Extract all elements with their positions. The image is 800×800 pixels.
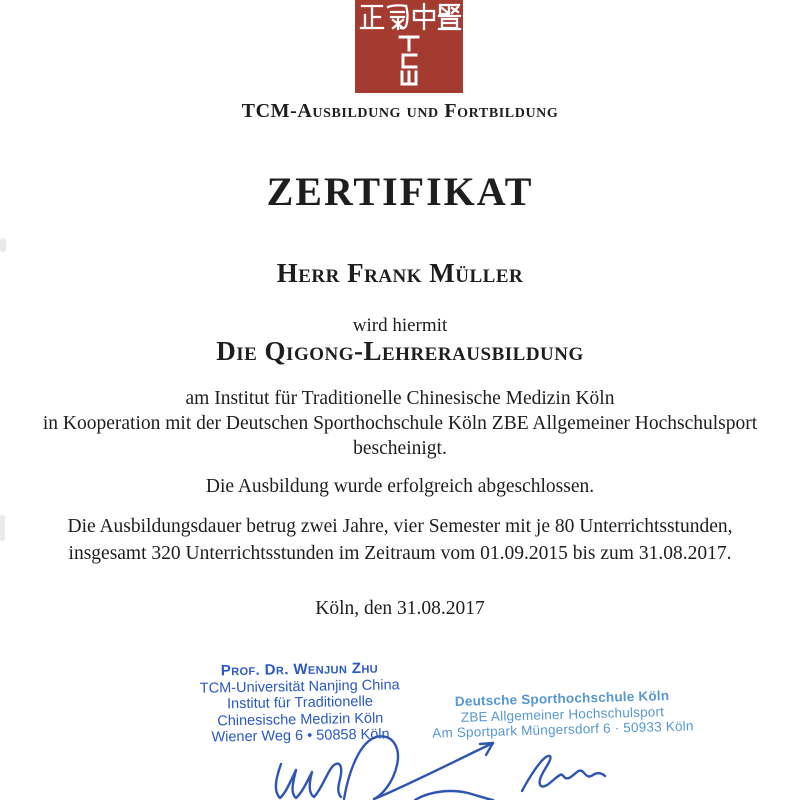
- stamp-left-name: Prof. Dr. Wenjun Zhu: [220, 659, 379, 680]
- stamp-left-line-5: Wiener Weg 6 • 50858 Köln: [211, 726, 390, 746]
- program-subtitle: TCM-Ausbildung und Fortbildung: [241, 100, 559, 122]
- signature-strokes: [255, 728, 645, 800]
- stamp-left-line-2: TCM-Universität Nanjing China: [199, 676, 400, 697]
- award-name: Die Qigong-Lehrerausbildung: [216, 336, 584, 366]
- tcm-logo: [355, 0, 463, 93]
- stamp-left-line-4: Chinesische Medizin Köln: [217, 710, 384, 729]
- duration-paragraph: [0, 514, 800, 567]
- stamp-left-line-3: Institut für Traditionelle: [226, 693, 374, 713]
- issuer-line-3: bescheinigt.: [353, 438, 447, 459]
- stamp-right-line-2: ZBE Allgemeiner Hochschulsport: [460, 703, 665, 725]
- issuer-line-1: am Institut für Traditionelle Chinesische Medizin Köln: [185, 388, 615, 409]
- duration-line-1: Die Ausbildungsdauer betrug zwei Jahre, vier Semester mit je 80 Unterrichtsstunden,: [67, 516, 733, 537]
- place-date: Köln, den 31.08.2017: [315, 598, 485, 619]
- signature-lower-stroke: [415, 791, 493, 800]
- tcm-logo-graphic: [355, 0, 463, 93]
- signatures: [255, 728, 645, 800]
- scan-artifact: [0, 238, 6, 252]
- recipient-name: Herr Frank Müller: [276, 258, 524, 288]
- scan-artifact: [0, 515, 5, 541]
- signature-right-squiggle: [522, 756, 605, 791]
- signature-left-arch: [344, 736, 493, 799]
- issuer-line-2: in Kooperation mit der Deutschen Sporthochschule Köln ZBE Allgemeiner Hochschulsport: [42, 413, 758, 434]
- award-intro: wird hiermit: [352, 315, 448, 336]
- stamp-right-name: Deutsche Sporthochschule Köln: [454, 688, 670, 709]
- issuer-paragraph: [0, 386, 800, 461]
- completion-statement: Die Ausbildung wurde erfolgreich abgeschlossen.: [205, 476, 595, 497]
- signature-left-loops: [276, 764, 341, 798]
- stamp-right-line-3: Am Sportpark Müngersdorf 6 · 50933 Köln: [432, 718, 694, 741]
- duration-line-2: insgesamt 320 Unterrichtsstunden im Zeitraum vom 01.09.2015 bis zum 31.08.2017.: [68, 542, 732, 564]
- certificate-title: ZERTIFIKAT: [266, 169, 534, 214]
